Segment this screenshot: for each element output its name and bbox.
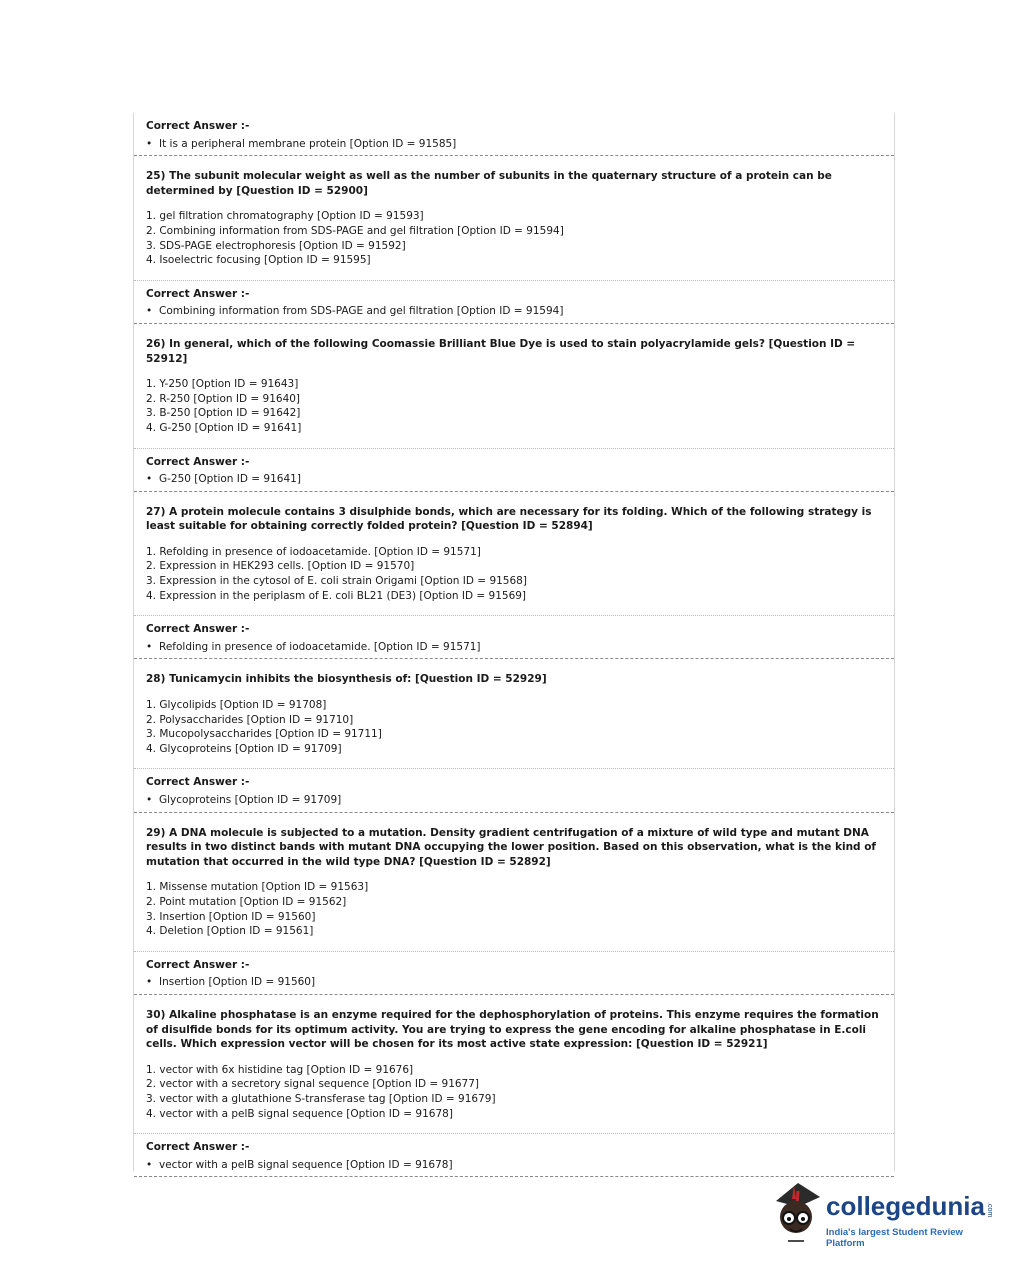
option-item: 3. Insertion [Option ID = 91560] bbox=[146, 910, 316, 923]
correct-answer-line bbox=[146, 640, 882, 655]
correct-answer-text: Glycoproteins [Option ID = 91709] bbox=[159, 794, 342, 806]
correct-answer-text: Combining information from SDS-PAGE and gel filtration [Option ID = 91594] bbox=[159, 305, 564, 318]
option-item: 3. Mucopolysaccharides [Option ID = 91711] bbox=[146, 728, 382, 741]
correct-answer-label: Correct Answer :- bbox=[146, 287, 250, 300]
question-text: 25) The subunit molecular weight as well as the number of subunits in the quaternary structure of a protein can be determined by [Question ID = 52900] bbox=[146, 170, 832, 197]
option-item: 4. Glycoproteins [Option ID = 91709] bbox=[146, 742, 342, 755]
correct-answer-label: Correct Answer :- bbox=[146, 776, 250, 789]
option-item: 2. Combining information from SDS-PAGE and gel filtration [Option ID = 91594] bbox=[146, 224, 564, 237]
correct-answer-line bbox=[146, 472, 882, 487]
option-item: 4. Isoelectric focusing [Option ID = 91595] bbox=[146, 254, 371, 267]
option-item: 3. Expression in the cytosol of E. coli strain Origami [Option ID = 91568] bbox=[146, 575, 527, 588]
correct-answer-label: Correct Answer :- bbox=[146, 455, 250, 468]
bullet: • bbox=[146, 137, 153, 150]
option-item: 1. Glycolipids [Option ID = 91708] bbox=[146, 699, 327, 712]
question-text: 27) A protein molecule contains 3 disulphide bonds, which are necessary for its folding. Which of the following strategy is least suitable for obtaining correctly folded protein? [Question ID = 52894] bbox=[146, 505, 872, 533]
question-text: 29) A DNA molecule is subjected to a mutation. Density gradient centrifugation of a mixture of wild type and mutant DNA results in two distinct bands with mutant DNA occupying the lower position. Based on this observation, what is the kind of mutation that occurred in the wild type DNA? [Question ID = 52892] bbox=[146, 826, 876, 868]
correct-answer-line bbox=[146, 1158, 882, 1173]
answer-block bbox=[134, 449, 894, 491]
mascot-icon bbox=[768, 1177, 824, 1249]
correct-answer-label: Correct Answer :- bbox=[146, 120, 250, 132]
correct-answer-line bbox=[146, 975, 882, 990]
question-sheet bbox=[133, 113, 895, 1171]
question-block bbox=[134, 995, 894, 1133]
option-item: 4. G-250 [Option ID = 91641] bbox=[146, 421, 302, 434]
logo-tagline: India's largest Student Review Platform bbox=[826, 1227, 963, 1249]
bullet: • bbox=[146, 1158, 153, 1171]
option-item: 1. vector with 6x histidine tag [Option ID = 91676] bbox=[146, 1063, 414, 1076]
option-item: 2. Expression in HEK293 cells. [Option ID = 91570] bbox=[146, 560, 415, 573]
question-text: 26) In general, which of the following Coomassie Brilliant Blue Dye is used to stain polyacrylamide gels? [Question ID = 52912] bbox=[146, 337, 856, 365]
bullet: • bbox=[146, 794, 153, 806]
answer-block bbox=[134, 769, 894, 811]
logo-domain: .com bbox=[986, 1202, 993, 1218]
option-item: 2. vector with a secretory signal sequence [Option ID = 91677] bbox=[146, 1078, 480, 1091]
bullet: • bbox=[146, 976, 153, 989]
correct-answer-label: Correct Answer :- bbox=[146, 1141, 250, 1154]
answer-block bbox=[134, 952, 894, 994]
logo-wordmark: collegedunia bbox=[826, 1191, 985, 1221]
question-list bbox=[134, 155, 894, 1177]
correct-answer-text: Refolding in presence of iodoacetamide. [Option ID = 91571] bbox=[159, 640, 481, 653]
option-item: 4. vector with a pelB signal sequence [Option ID = 91678] bbox=[146, 1107, 453, 1120]
correct-answer-line bbox=[146, 137, 882, 152]
option-item: 1. gel filtration chromatography [Option ID = 91593] bbox=[146, 210, 424, 223]
question-block bbox=[134, 813, 894, 951]
option-item: 2. Polysaccharides [Option ID = 91710] bbox=[146, 713, 354, 726]
answer-block-24 bbox=[134, 113, 894, 155]
option-item: 2. R-250 [Option ID = 91640] bbox=[146, 392, 301, 405]
question-text: 30) Alkaline phosphatase is an enzyme required for the dephosphorylation of proteins. This enzyme requires the formation of disulfide bonds for its optimum activity. You are trying to express the gene encoding for alkaline phosphatase in E.coli cells. Which expression vector will be chosen for its most active state expression: [Question ID = 52921] bbox=[146, 1008, 879, 1051]
collegedunia-logo bbox=[768, 1175, 998, 1255]
question-block bbox=[134, 659, 894, 768]
answer-block bbox=[134, 1134, 894, 1176]
option-item: 4. Deletion [Option ID = 91561] bbox=[146, 925, 314, 938]
question-block bbox=[134, 156, 894, 280]
option-item: 3. vector with a glutathione S-transferase tag [Option ID = 91679] bbox=[146, 1092, 496, 1105]
option-item: 1. Refolding in presence of iodoacetamide. [Option ID = 91571] bbox=[146, 545, 481, 558]
question-text: 28) Tunicamycin inhibits the biosynthesis of: [Question ID = 52929] bbox=[146, 673, 547, 686]
bullet: • bbox=[146, 305, 153, 318]
correct-answer-line bbox=[146, 793, 882, 808]
correct-answer-text: Insertion [Option ID = 91560] bbox=[159, 976, 316, 989]
correct-answer-text: G-250 [Option ID = 91641] bbox=[159, 473, 301, 486]
option-item: 4. Expression in the periplasm of E. coli BL21 (DE3) [Option ID = 91569] bbox=[146, 589, 527, 602]
answer-block bbox=[134, 616, 894, 658]
question-block bbox=[134, 324, 894, 448]
option-item: 3. B-250 [Option ID = 91642] bbox=[146, 407, 301, 420]
correct-answer-text: vector with a pelB signal sequence [Option ID = 91678] bbox=[159, 1158, 453, 1171]
option-item: 1. Y-250 [Option ID = 91643] bbox=[146, 378, 299, 391]
bullet: • bbox=[146, 640, 153, 653]
option-item: 2. Point mutation [Option ID = 91562] bbox=[146, 895, 347, 908]
option-item: 3. SDS-PAGE electrophoresis [Option ID = 91592] bbox=[146, 239, 406, 252]
question-block bbox=[134, 492, 894, 616]
correct-answer-line bbox=[146, 304, 882, 319]
correct-answer-label: Correct Answer :- bbox=[146, 623, 250, 636]
answer-block bbox=[134, 281, 894, 323]
correct-answer-text: It is a peripheral membrane protein [Option ID = 91585] bbox=[159, 137, 457, 150]
bullet: • bbox=[146, 473, 153, 486]
option-item: 1. Missense mutation [Option ID = 91563] bbox=[146, 881, 369, 894]
correct-answer-label: Correct Answer :- bbox=[146, 958, 250, 971]
